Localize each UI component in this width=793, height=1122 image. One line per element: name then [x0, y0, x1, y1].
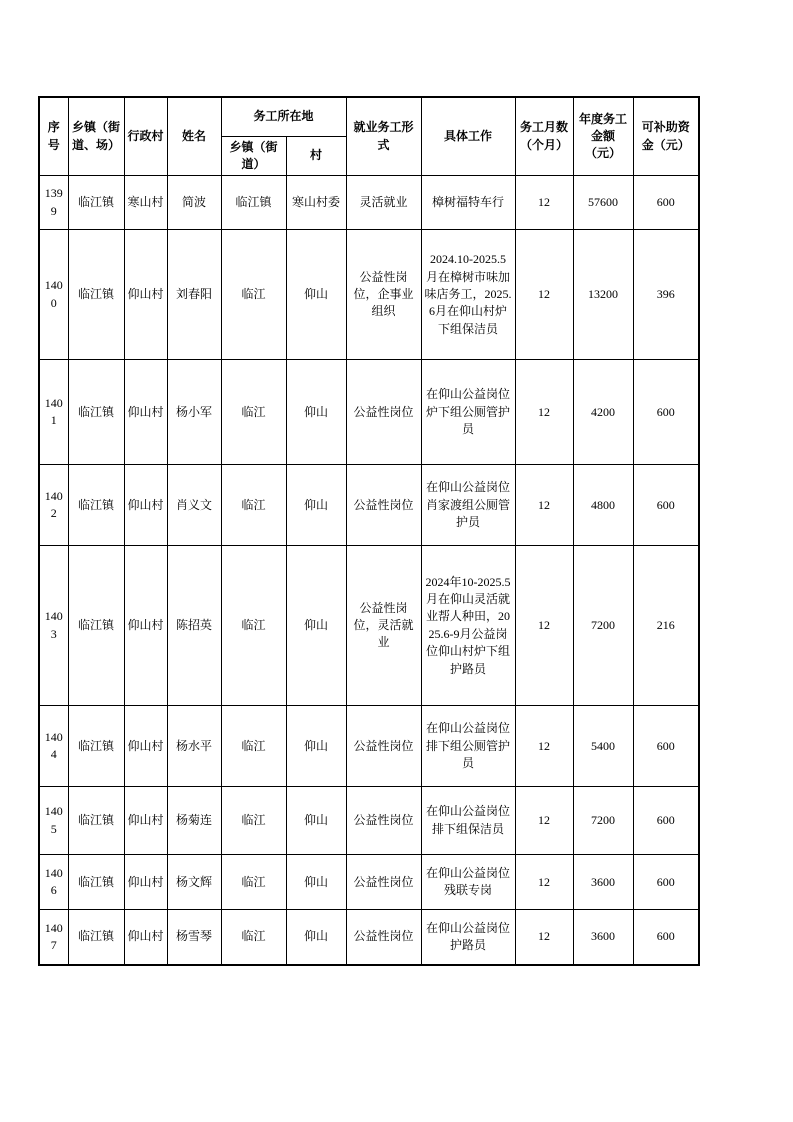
cell-seq: 1406	[39, 855, 68, 910]
header-subsidy: 可补助资金（元）	[633, 97, 699, 176]
table-row	[39, 855, 699, 910]
cell-admin-village: 仰山村	[124, 230, 167, 360]
cell-months: 12	[515, 910, 573, 965]
cell-subsidy: 600	[633, 176, 699, 230]
header-specific-work: 具体工作	[421, 97, 515, 176]
header-admin-village: 行政村	[124, 97, 167, 176]
cell-name: 杨雪琴	[167, 910, 221, 965]
table-row	[39, 465, 699, 546]
cell-specific-work: 2024.10-2025.5月在樟树市味加味店务工，2025.6月在仰山村炉下组保洁员	[421, 230, 515, 360]
cell-seq: 1403	[39, 546, 68, 706]
cell-work-village: 仰山	[286, 360, 346, 465]
header-work-location-group: 务工所在地	[221, 97, 346, 136]
table-row	[39, 176, 699, 230]
cell-annual-amount: 3600	[573, 855, 633, 910]
cell-name: 陈招英	[167, 546, 221, 706]
cell-work-township: 临江	[221, 546, 286, 706]
cell-work-township: 临江	[221, 230, 286, 360]
table-row	[39, 546, 699, 706]
cell-work-village: 仰山	[286, 706, 346, 787]
cell-name: 杨文辉	[167, 855, 221, 910]
cell-employment-form: 公益性岗位	[346, 855, 421, 910]
cell-seq: 1399	[39, 176, 68, 230]
cell-months: 12	[515, 230, 573, 360]
cell-name: 刘春阳	[167, 230, 221, 360]
cell-seq: 1400	[39, 230, 68, 360]
cell-work-village: 仰山	[286, 230, 346, 360]
cell-name: 杨菊连	[167, 787, 221, 855]
table-row	[39, 360, 699, 465]
cell-admin-village: 仰山村	[124, 546, 167, 706]
cell-name: 简波	[167, 176, 221, 230]
cell-township: 临江镇	[68, 230, 124, 360]
cell-township: 临江镇	[68, 360, 124, 465]
cell-work-township: 临江	[221, 465, 286, 546]
cell-specific-work: 在仰山公益岗位残联专岗	[421, 855, 515, 910]
cell-employment-form: 公益性岗位，企事业组织	[346, 230, 421, 360]
cell-township: 临江镇	[68, 465, 124, 546]
header-township: 乡镇（街道、场）	[68, 97, 124, 176]
cell-seq: 1407	[39, 910, 68, 965]
document-page	[38, 96, 700, 966]
cell-admin-village: 寒山村	[124, 176, 167, 230]
header-name: 姓名	[167, 97, 221, 176]
header-months: 务工月数（个月）	[515, 97, 573, 176]
cell-employment-form: 公益性岗位	[346, 787, 421, 855]
cell-township: 临江镇	[68, 176, 124, 230]
header-employment-form: 就业务工形式	[346, 97, 421, 176]
cell-work-township: 临江镇	[221, 176, 286, 230]
cell-annual-amount: 4800	[573, 465, 633, 546]
cell-annual-amount: 3600	[573, 910, 633, 965]
table-row	[39, 706, 699, 787]
cell-admin-village: 仰山村	[124, 910, 167, 965]
cell-specific-work: 在仰山公益岗位排下组公厕管护员	[421, 706, 515, 787]
cell-months: 12	[515, 546, 573, 706]
cell-specific-work: 樟树福特车行	[421, 176, 515, 230]
cell-months: 12	[515, 176, 573, 230]
cell-work-township: 临江	[221, 910, 286, 965]
header-work-village: 村	[286, 136, 346, 176]
cell-work-village: 仰山	[286, 546, 346, 706]
cell-annual-amount: 13200	[573, 230, 633, 360]
cell-specific-work: 在仰山公益岗位炉下组公厕管护员	[421, 360, 515, 465]
cell-seq: 1402	[39, 465, 68, 546]
table-row	[39, 230, 699, 360]
cell-name: 肖义文	[167, 465, 221, 546]
cell-annual-amount: 57600	[573, 176, 633, 230]
cell-subsidy: 396	[633, 230, 699, 360]
cell-work-village: 仰山	[286, 465, 346, 546]
table-row	[39, 787, 699, 855]
cell-specific-work: 2024年10-2025.5月在仰山灵活就业帮人种田，2025.6-9月公益岗位仰山村炉下组护路员	[421, 546, 515, 706]
cell-employment-form: 灵活就业	[346, 176, 421, 230]
cell-months: 12	[515, 706, 573, 787]
cell-annual-amount: 7200	[573, 787, 633, 855]
table-body	[39, 176, 699, 965]
header-seq: 序号	[39, 97, 68, 176]
cell-subsidy: 600	[633, 465, 699, 546]
cell-work-township: 临江	[221, 855, 286, 910]
cell-admin-village: 仰山村	[124, 787, 167, 855]
cell-specific-work: 在仰山公益岗位肖家渡组公厕管护员	[421, 465, 515, 546]
cell-specific-work: 在仰山公益岗位护路员	[421, 910, 515, 965]
cell-employment-form: 公益性岗位	[346, 910, 421, 965]
cell-employment-form: 公益性岗位	[346, 465, 421, 546]
cell-work-village: 仰山	[286, 910, 346, 965]
cell-subsidy: 600	[633, 910, 699, 965]
cell-work-township: 临江	[221, 787, 286, 855]
cell-annual-amount: 5400	[573, 706, 633, 787]
cell-annual-amount: 7200	[573, 546, 633, 706]
cell-employment-form: 公益性岗位，灵活就业	[346, 546, 421, 706]
cell-name: 杨水平	[167, 706, 221, 787]
cell-subsidy: 600	[633, 855, 699, 910]
cell-months: 12	[515, 787, 573, 855]
cell-specific-work: 在仰山公益岗位排下组保洁员	[421, 787, 515, 855]
cell-township: 临江镇	[68, 787, 124, 855]
table-row	[39, 910, 699, 965]
table-header	[39, 97, 699, 176]
cell-work-village: 仰山	[286, 855, 346, 910]
cell-seq: 1405	[39, 787, 68, 855]
cell-work-village: 寒山村委	[286, 176, 346, 230]
cell-work-township: 临江	[221, 706, 286, 787]
cell-admin-village: 仰山村	[124, 855, 167, 910]
cell-employment-form: 公益性岗位	[346, 706, 421, 787]
cell-employment-form: 公益性岗位	[346, 360, 421, 465]
cell-work-village: 仰山	[286, 787, 346, 855]
cell-months: 12	[515, 855, 573, 910]
cell-subsidy: 600	[633, 787, 699, 855]
cell-annual-amount: 4200	[573, 360, 633, 465]
cell-subsidy: 216	[633, 546, 699, 706]
cell-township: 临江镇	[68, 855, 124, 910]
cell-admin-village: 仰山村	[124, 465, 167, 546]
header-work-township: 乡镇（街道）	[221, 136, 286, 176]
subsidy-table	[38, 96, 700, 966]
cell-seq: 1401	[39, 360, 68, 465]
cell-admin-village: 仰山村	[124, 360, 167, 465]
cell-township: 临江镇	[68, 706, 124, 787]
cell-name: 杨小军	[167, 360, 221, 465]
cell-subsidy: 600	[633, 360, 699, 465]
cell-months: 12	[515, 465, 573, 546]
cell-township: 临江镇	[68, 910, 124, 965]
header-row-1	[39, 97, 699, 136]
header-annual-amount: 年度务工金额（元）	[573, 97, 633, 176]
cell-subsidy: 600	[633, 706, 699, 787]
cell-months: 12	[515, 360, 573, 465]
cell-township: 临江镇	[68, 546, 124, 706]
cell-work-township: 临江	[221, 360, 286, 465]
cell-admin-village: 仰山村	[124, 706, 167, 787]
cell-seq: 1404	[39, 706, 68, 787]
